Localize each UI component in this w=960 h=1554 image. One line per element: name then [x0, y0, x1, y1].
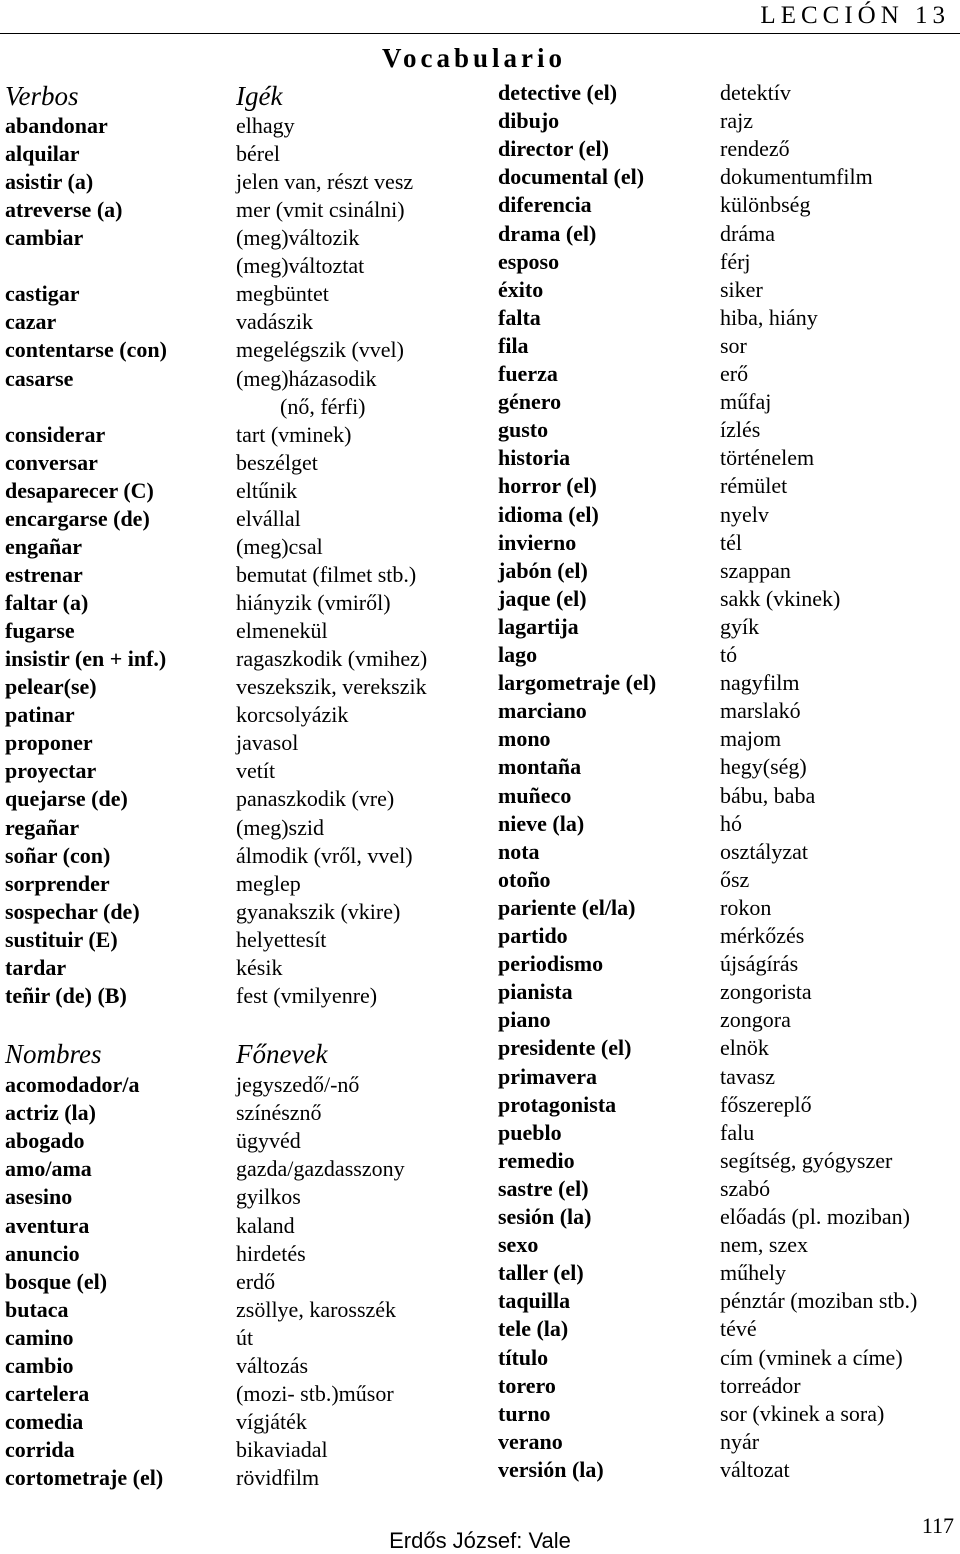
noun-entry-spanish: jabón (el): [498, 557, 588, 583]
noun-entry-spanish: fila: [498, 332, 529, 358]
noun-entry-spanish: bosque (el): [5, 1268, 108, 1294]
noun-entry-hungarian: nyár: [720, 1428, 760, 1454]
noun-entry-spanish: esposo: [498, 248, 560, 274]
noun-entry-spanish: turno: [498, 1400, 551, 1426]
verb-entry-spanish: insistir (en + inf.): [5, 646, 167, 672]
noun-entry-hungarian: majom: [720, 726, 782, 752]
noun-entry-hungarian: tavasz: [720, 1063, 775, 1089]
verb-entry-spanish: abandonar: [5, 113, 108, 138]
noun-entry-hungarian: út: [236, 1324, 254, 1350]
noun-entry-hungarian: bikaviadal: [236, 1437, 328, 1463]
noun-entry-spanish: lagartija: [498, 613, 579, 639]
noun-entry-hungarian: tó: [720, 642, 738, 667]
verb-entry-hungarian: fest (vmilyenre): [236, 982, 378, 1008]
noun-entry-spanish: drama (el): [498, 220, 597, 246]
verb-entry-hungarian: vetít: [236, 758, 276, 784]
verb-entry-spanish: tardar: [5, 954, 67, 980]
noun-entry-hungarian: sakk (vkinek): [720, 585, 841, 611]
verb-entry-hungarian: ragaszkodik (vmihez): [236, 646, 428, 672]
noun-entry-spanish: sexo: [498, 1232, 539, 1258]
verb-entry-spanish: casarse: [5, 365, 74, 391]
verb-entry-spanish: castigar: [5, 281, 80, 307]
verb-entry-spanish: asistir (a): [5, 169, 94, 195]
noun-entry-spanish: remedio: [498, 1147, 575, 1173]
noun-entry-hungarian: ügyvéd: [236, 1128, 301, 1154]
noun-entry-hungarian: változás: [236, 1353, 309, 1378]
noun-entry-spanish: partido: [498, 923, 568, 948]
noun-entry-spanish: muñeco: [498, 782, 572, 808]
noun-entry-spanish: título: [498, 1344, 549, 1370]
verb-entry-spanish: patinar: [5, 702, 75, 728]
noun-entry-hungarian: siker: [720, 276, 763, 302]
noun-entry-hungarian: különbség: [720, 192, 811, 218]
noun-entry-spanish: documental (el): [498, 164, 645, 190]
noun-entry-spanish: pariente (el/la): [498, 894, 636, 920]
noun-entry-spanish: género: [498, 389, 562, 415]
noun-entry-hungarian: osztályzat: [720, 838, 808, 864]
noun-entry-spanish: largometraje (el): [498, 670, 657, 696]
noun-entry-hungarian: rokon: [720, 894, 772, 920]
noun-entry-hungarian: nagyfilm: [720, 670, 800, 696]
noun-entry-spanish: invierno: [498, 529, 577, 555]
verb-entry-spanish: faltar (a): [5, 590, 89, 616]
noun-entry-spanish: verano: [498, 1428, 563, 1454]
noun-entry-hungarian: zsöllye, karosszék: [236, 1296, 397, 1322]
noun-entry-hungarian: rémület: [720, 473, 788, 499]
verb-entry-hungarian: korcsolyázik: [236, 702, 349, 728]
noun-entry-hungarian: rövidfilm: [236, 1465, 320, 1491]
noun-entry-spanish: diferencia: [498, 192, 592, 218]
verb-entry-hungarian: késik: [236, 954, 283, 980]
verb-entry-hungarian: (meg)házasodik: [236, 365, 377, 391]
noun-entry-hungarian: erdő: [236, 1268, 276, 1294]
noun-entry-spanish: pueblo: [498, 1119, 562, 1145]
noun-entry-hungarian: ízlés: [720, 417, 761, 443]
verb-entry-hungarian: elmenekül: [236, 618, 328, 644]
noun-entry-hungarian: szappan: [720, 557, 791, 583]
verb-entry-hungarian: meglep: [236, 870, 301, 896]
noun-entry-spanish: aventura: [5, 1212, 90, 1238]
noun-entry-spanish: piano: [498, 1007, 551, 1033]
verb-entry-hungarian: eltűnik: [236, 477, 298, 503]
noun-entry-hungarian: marslakó: [720, 698, 801, 724]
noun-entry-spanish: butaca: [5, 1296, 69, 1322]
verb-entry-spanish: pelear(se): [5, 674, 97, 700]
noun-entry-hungarian: rendező: [720, 136, 790, 162]
noun-entry-hungarian: hirdetés: [236, 1240, 306, 1266]
noun-entry-spanish: asesino: [5, 1184, 73, 1210]
noun-entry-hungarian: dráma: [720, 220, 775, 246]
verb-entry-hungarian: mer (vmit csinálni): [236, 197, 405, 223]
noun-entry-hungarian: történelem: [720, 445, 815, 471]
verb-entry-spanish: sospechar (de): [5, 898, 140, 924]
verb-entry-spanish: considerar: [5, 421, 106, 447]
noun-entry-spanish: fuerza: [498, 361, 558, 386]
noun-entry-spanish: idioma (el): [498, 501, 599, 527]
noun-entry-spanish: detective (el): [498, 80, 618, 105]
noun-entry-spanish: abogado: [5, 1128, 85, 1154]
noun-entry-hungarian: előadás (pl. moziban): [720, 1204, 910, 1229]
noun-entry-hungarian: nem, szex: [720, 1232, 808, 1258]
verb-entry-hungarian: (nő, férfi): [236, 393, 366, 419]
verb-entry-spanish: contentarse (con): [5, 337, 167, 363]
noun-entry-spanish: montaña: [498, 754, 582, 780]
verb-entry-spanish: cazar: [5, 309, 57, 335]
noun-entry-hungarian: zongorista: [720, 979, 812, 1005]
noun-entry-hungarian: vígjáték: [236, 1409, 307, 1435]
noun-entry-hungarian: kaland: [236, 1212, 295, 1238]
noun-entry-hungarian: erő: [720, 361, 749, 386]
lesson-number: LECCIÓN 13: [760, 2, 950, 29]
verb-entry-spanish: regañar: [5, 814, 80, 840]
verb-entry-hungarian: (meg)változtat: [236, 253, 365, 279]
noun-entry-spanish: versión (la): [498, 1456, 604, 1482]
noun-entry-spanish: nieve (la): [498, 810, 585, 836]
noun-entry-spanish: comedia: [5, 1409, 84, 1435]
noun-entry-spanish: dibujo: [498, 108, 560, 134]
verb-entry-hungarian: hiányzik (vmiről): [236, 590, 391, 616]
verb-entry-hungarian: (meg)csal: [236, 533, 323, 559]
noun-entry-spanish: sastre (el): [498, 1175, 589, 1201]
verb-entry-hungarian: vadászik: [236, 309, 313, 335]
verb-entry-hungarian: bemutat (filmet stb.): [236, 561, 417, 587]
noun-entry-hungarian: tél: [720, 529, 742, 555]
noun-entry-spanish: horror (el): [498, 473, 597, 499]
noun-entry-hungarian: dokumentumfilm: [720, 164, 873, 190]
noun-entry-hungarian: ősz: [720, 866, 750, 892]
noun-entry-hungarian: sor: [720, 332, 747, 358]
verb-entry-spanish: conversar: [5, 449, 98, 475]
noun-entry-hungarian: műhely: [720, 1260, 786, 1286]
noun-entry-spanish: acomodador/a: [5, 1072, 140, 1097]
verb-entry-hungarian: gyanakszik (vkire): [236, 898, 401, 924]
noun-entry-spanish: otoño: [498, 866, 551, 892]
heading-igek: Igék: [236, 81, 283, 111]
noun-entry-spanish: jaque (el): [498, 585, 587, 611]
verb-entry-spanish: fugarse: [5, 618, 75, 644]
verb-entry-spanish: proyectar: [5, 758, 97, 784]
verb-entry-hungarian: elhagy: [236, 113, 295, 138]
noun-entry-hungarian: elnök: [720, 1035, 769, 1061]
noun-entry-spanish: historia: [498, 445, 571, 471]
noun-entry-hungarian: detektív: [720, 80, 791, 105]
verb-entry-hungarian: (meg)szid: [236, 814, 324, 840]
noun-entry-hungarian: gazda/gazdasszony: [236, 1156, 405, 1182]
verb-entry-spanish: estrenar: [5, 561, 83, 587]
noun-entry-hungarian: bábu, baba: [720, 782, 816, 808]
noun-entry-hungarian: torreádor: [720, 1372, 801, 1398]
noun-entry-hungarian: (mozi- stb.)műsor: [236, 1381, 394, 1407]
noun-entry-spanish: periodismo: [498, 951, 604, 977]
verb-entry-spanish: soñar (con): [5, 842, 111, 868]
noun-entry-hungarian: férj: [720, 248, 751, 274]
footer-author: Erdős József: Vale: [389, 1528, 571, 1553]
verb-entry-spanish: cambiar: [5, 225, 84, 251]
noun-entry-spanish: sesión (la): [498, 1204, 592, 1229]
noun-entry-spanish: anuncio: [5, 1240, 80, 1266]
noun-entry-spanish: pianista: [498, 979, 573, 1005]
verb-entry-hungarian: helyettesít: [236, 926, 327, 952]
noun-entry-hungarian: újságírás: [720, 951, 799, 977]
verb-entry-hungarian: beszélget: [236, 449, 318, 475]
noun-entry-spanish: actriz (la): [5, 1100, 96, 1126]
noun-entry-spanish: torero: [498, 1372, 556, 1398]
verb-entry-spanish: teñir (de) (B): [5, 982, 127, 1008]
noun-entry-spanish: cortometraje (el): [5, 1465, 164, 1491]
page-title: Vocabulario: [382, 43, 567, 73]
noun-entry-hungarian: mérkőzés: [720, 923, 805, 948]
noun-entry-spanish: mono: [498, 726, 551, 752]
verb-entry-hungarian: javasol: [236, 730, 299, 756]
verb-entry-spanish: encargarse (de): [5, 505, 150, 531]
noun-entry-hungarian: főszereplő: [720, 1091, 812, 1117]
noun-entry-hungarian: hegy(ség): [720, 754, 807, 780]
noun-entry-spanish: nota: [498, 838, 540, 864]
verb-entry-spanish: alquilar: [5, 141, 80, 167]
noun-entry-spanish: cartelera: [5, 1381, 90, 1407]
noun-entry-spanish: falta: [498, 304, 541, 330]
heading-verbos: Verbos: [5, 81, 79, 111]
noun-entry-spanish: camino: [5, 1324, 74, 1350]
verb-entry-spanish: sustituir (E): [5, 926, 118, 952]
noun-entry-hungarian: rajz: [720, 108, 753, 134]
noun-entry-hungarian: változat: [720, 1456, 790, 1482]
verb-entry-spanish: atreverse (a): [5, 197, 123, 223]
noun-entry-spanish: éxito: [498, 276, 544, 302]
noun-entry-spanish: protagonista: [498, 1091, 617, 1117]
verb-entry-hungarian: bérel: [236, 141, 280, 167]
verb-entry-hungarian: tart (vminek): [236, 421, 352, 447]
verb-entry-hungarian: jelen van, részt vesz: [236, 169, 414, 195]
verb-entry-hungarian: (meg)változik: [236, 225, 360, 251]
noun-entry-hungarian: tévé: [720, 1316, 757, 1342]
noun-entry-hungarian: zongora: [720, 1007, 791, 1033]
verb-entry-spanish: sorprender: [5, 870, 110, 896]
verb-entry-spanish: proponer: [5, 730, 93, 756]
noun-entry-spanish: primavera: [498, 1063, 597, 1089]
noun-entry-hungarian: szabó: [720, 1175, 771, 1201]
verb-entry-hungarian: megbüntet: [236, 281, 329, 307]
noun-entry-spanish: taquilla: [498, 1288, 571, 1314]
heading-nombres: Nombres: [5, 1039, 102, 1069]
noun-entry-spanish: cambio: [5, 1353, 74, 1378]
verb-entry-hungarian: veszekszik, verekszik: [236, 674, 427, 700]
noun-entry-hungarian: hó: [720, 810, 742, 836]
verb-entry-spanish: quejarse (de): [5, 786, 128, 812]
noun-entry-spanish: corrida: [5, 1437, 75, 1463]
heading-fonevek: Főnevek: [236, 1039, 328, 1069]
verb-entry-spanish: desaparecer (C): [5, 477, 154, 503]
noun-entry-hungarian: gyilkos: [236, 1184, 301, 1210]
noun-entry-hungarian: cím (vminek a címe): [720, 1344, 903, 1370]
noun-entry-hungarian: hiba, hiány: [720, 304, 818, 330]
page-number: 117: [921, 1513, 954, 1538]
verb-entry-hungarian: elvállal: [236, 505, 301, 531]
noun-entry-hungarian: nyelv: [720, 501, 769, 527]
noun-entry-spanish: marciano: [498, 698, 587, 724]
noun-entry-spanish: presidente (el): [498, 1035, 632, 1061]
noun-entry-hungarian: pénztár (moziban stb.): [720, 1288, 918, 1314]
noun-entry-spanish: lago: [498, 642, 538, 667]
noun-entry-hungarian: színésznő: [236, 1100, 322, 1126]
verb-entry-spanish: engañar: [5, 533, 82, 559]
verb-entry-hungarian: álmodik (vről, vvel): [236, 842, 413, 868]
header-rule: [0, 33, 960, 34]
noun-entry-spanish: director (el): [498, 136, 609, 162]
noun-entry-hungarian: falu: [720, 1119, 755, 1145]
noun-entry-spanish: tele (la): [498, 1316, 569, 1342]
noun-entry-hungarian: segítség, gyógyszer: [720, 1147, 893, 1173]
verb-entry-hungarian: panaszkodik (vre): [236, 786, 395, 812]
noun-entry-spanish: gusto: [498, 417, 549, 443]
noun-entry-hungarian: sor (vkinek a sora): [720, 1400, 885, 1426]
noun-entry-hungarian: gyík: [720, 613, 760, 639]
noun-entry-hungarian: jegyszedő/-nő: [236, 1072, 360, 1097]
noun-entry-spanish: amo/ama: [5, 1156, 92, 1182]
noun-entry-spanish: taller (el): [498, 1260, 584, 1286]
verb-entry-hungarian: megelégszik (vvel): [236, 337, 404, 363]
noun-entry-hungarian: műfaj: [720, 389, 772, 415]
